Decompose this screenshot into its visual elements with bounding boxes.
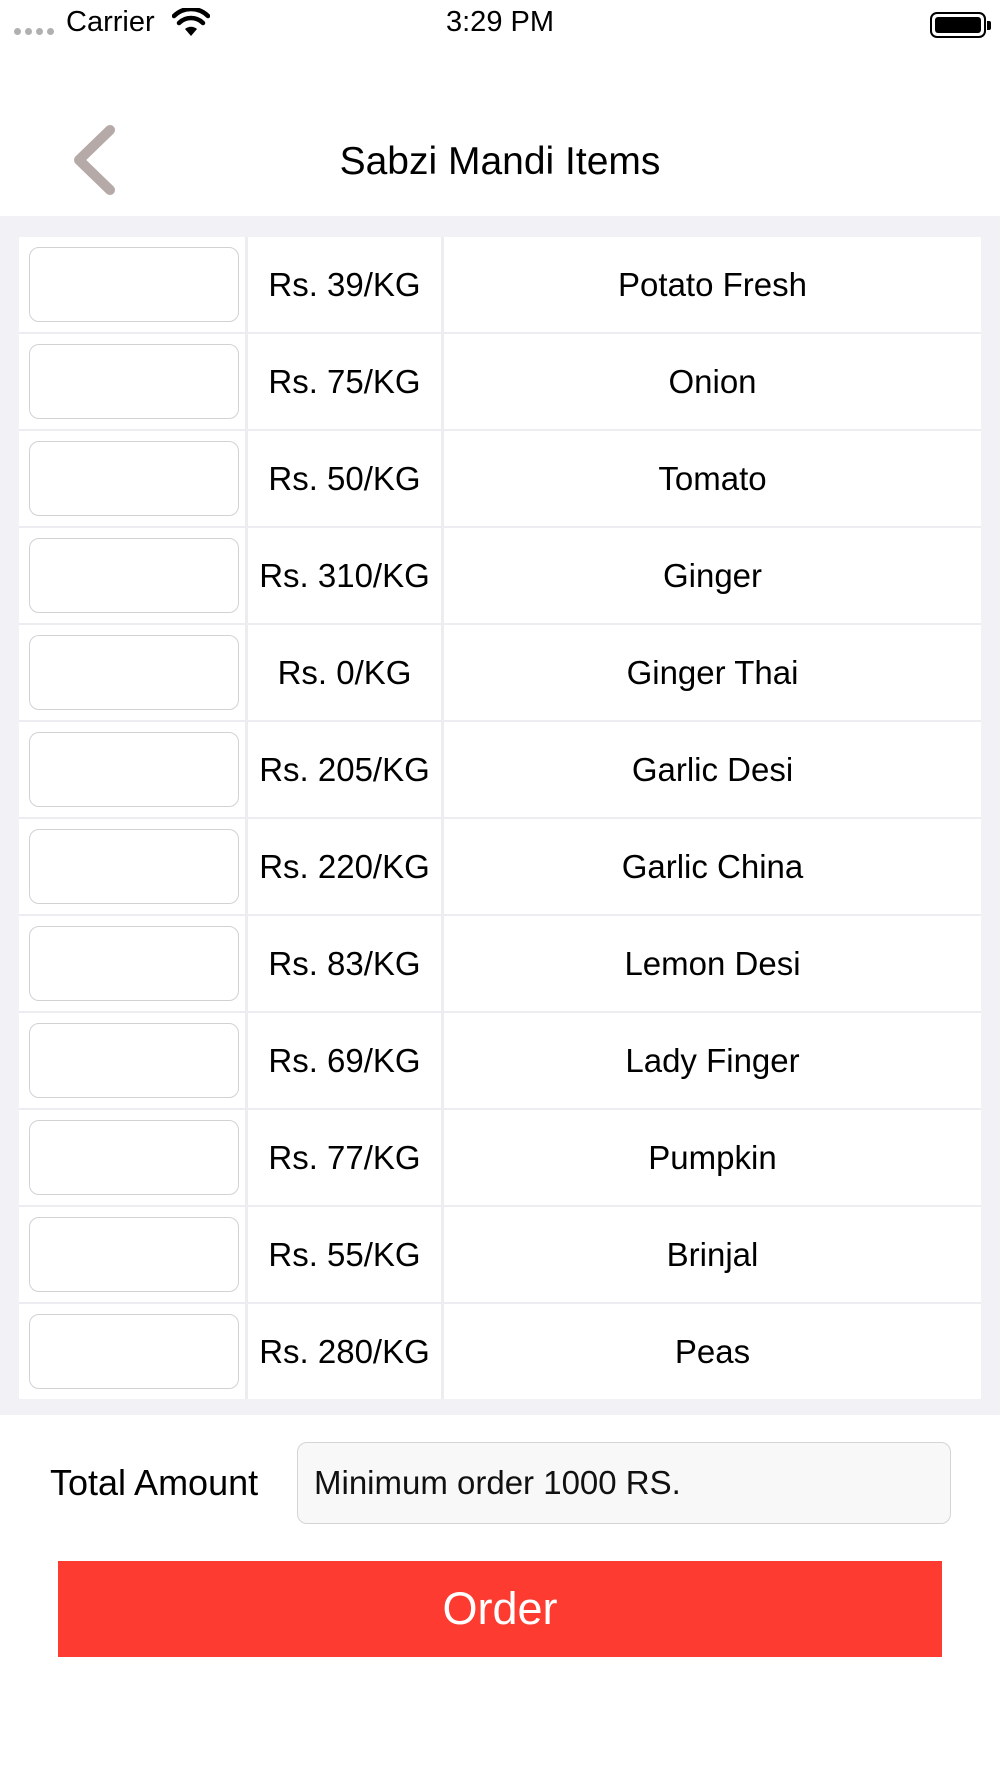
table-row — [19, 916, 981, 1013]
item-name-cell: Lemon Desi — [624, 944, 801, 982]
quantity-input[interactable] — [29, 441, 239, 516]
table-row — [19, 1207, 981, 1304]
table-row — [19, 625, 981, 722]
total-amount-label: Total Amount — [50, 1462, 259, 1503]
price-cell: Rs. 280/KG — [248, 1304, 444, 1399]
table-row — [19, 237, 981, 334]
quantity-cell — [19, 431, 248, 526]
price-cell: Rs. 220/KG — [248, 819, 444, 914]
quantity-input[interactable] — [29, 1023, 239, 1098]
table-row — [19, 431, 981, 528]
item-name-cell: Ginger — [662, 556, 763, 594]
quantity-input[interactable] — [29, 926, 239, 1001]
item-name-cell: Garlic China — [621, 847, 804, 885]
item-name-cell: Tomato — [658, 459, 767, 497]
price-cell: Rs. 205/KG — [248, 722, 444, 817]
item-name-cell: Brinjal — [666, 1235, 759, 1273]
table-row — [19, 1110, 981, 1207]
status-bar — [0, 0, 1000, 50]
quantity-input[interactable] — [29, 829, 239, 904]
quantity-cell — [19, 237, 248, 332]
price-cell: Rs. 50/KG — [248, 431, 444, 526]
table-row — [19, 1013, 981, 1110]
item-name-cell: Pumpkin — [648, 1138, 777, 1176]
item-name-cell: Ginger Thai — [626, 653, 799, 691]
table-row — [19, 819, 981, 916]
price-cell: Rs. 0/KG — [248, 625, 444, 720]
item-name-cell: Peas — [674, 1332, 751, 1370]
quantity-cell — [19, 819, 248, 914]
quantity-cell — [19, 1013, 248, 1108]
price-cell: Rs. 77/KG — [248, 1110, 444, 1205]
item-name-cell: Garlic Desi — [631, 750, 794, 788]
items-table — [19, 237, 981, 1399]
item-name-cell: Onion — [668, 362, 757, 400]
quantity-cell — [19, 334, 248, 429]
carrier-label: Carrier — [66, 6, 155, 38]
page-title: Sabzi Mandi Items — [339, 140, 661, 183]
quantity-input[interactable] — [29, 732, 239, 807]
quantity-cell — [19, 1304, 248, 1399]
total-amount-field: Minimum order 1000 RS. — [297, 1442, 951, 1524]
quantity-input[interactable] — [29, 344, 239, 419]
price-cell: Rs. 83/KG — [248, 916, 444, 1011]
item-name-cell: Lady Finger — [625, 1041, 800, 1079]
quantity-input[interactable] — [29, 538, 239, 613]
table-row — [19, 722, 981, 819]
quantity-cell — [19, 722, 248, 817]
quantity-cell — [19, 625, 248, 720]
price-cell: Rs. 69/KG — [248, 1013, 444, 1108]
table-row — [19, 1304, 981, 1399]
battery-icon — [930, 12, 986, 38]
item-name-cell: Potato Fresh — [618, 265, 807, 303]
quantity-input[interactable] — [29, 635, 239, 710]
quantity-input[interactable] — [29, 1217, 239, 1292]
quantity-input[interactable] — [29, 247, 239, 322]
items-table-container — [0, 216, 1000, 1415]
table-row — [19, 528, 981, 625]
quantity-cell — [19, 916, 248, 1011]
navigation-bar — [0, 100, 1000, 216]
quantity-cell — [19, 1110, 248, 1205]
quantity-cell — [19, 1207, 248, 1302]
price-cell: Rs. 75/KG — [248, 334, 444, 429]
price-cell: Rs. 310/KG — [248, 528, 444, 623]
price-cell: Rs. 39/KG — [248, 237, 444, 332]
order-button[interactable]: Order — [58, 1561, 942, 1657]
price-cell: Rs. 55/KG — [248, 1207, 444, 1302]
table-row — [19, 334, 981, 431]
status-time: 3:29 PM — [446, 6, 554, 38]
quantity-input[interactable] — [29, 1120, 239, 1195]
quantity-cell — [19, 528, 248, 623]
quantity-input[interactable] — [29, 1314, 239, 1389]
